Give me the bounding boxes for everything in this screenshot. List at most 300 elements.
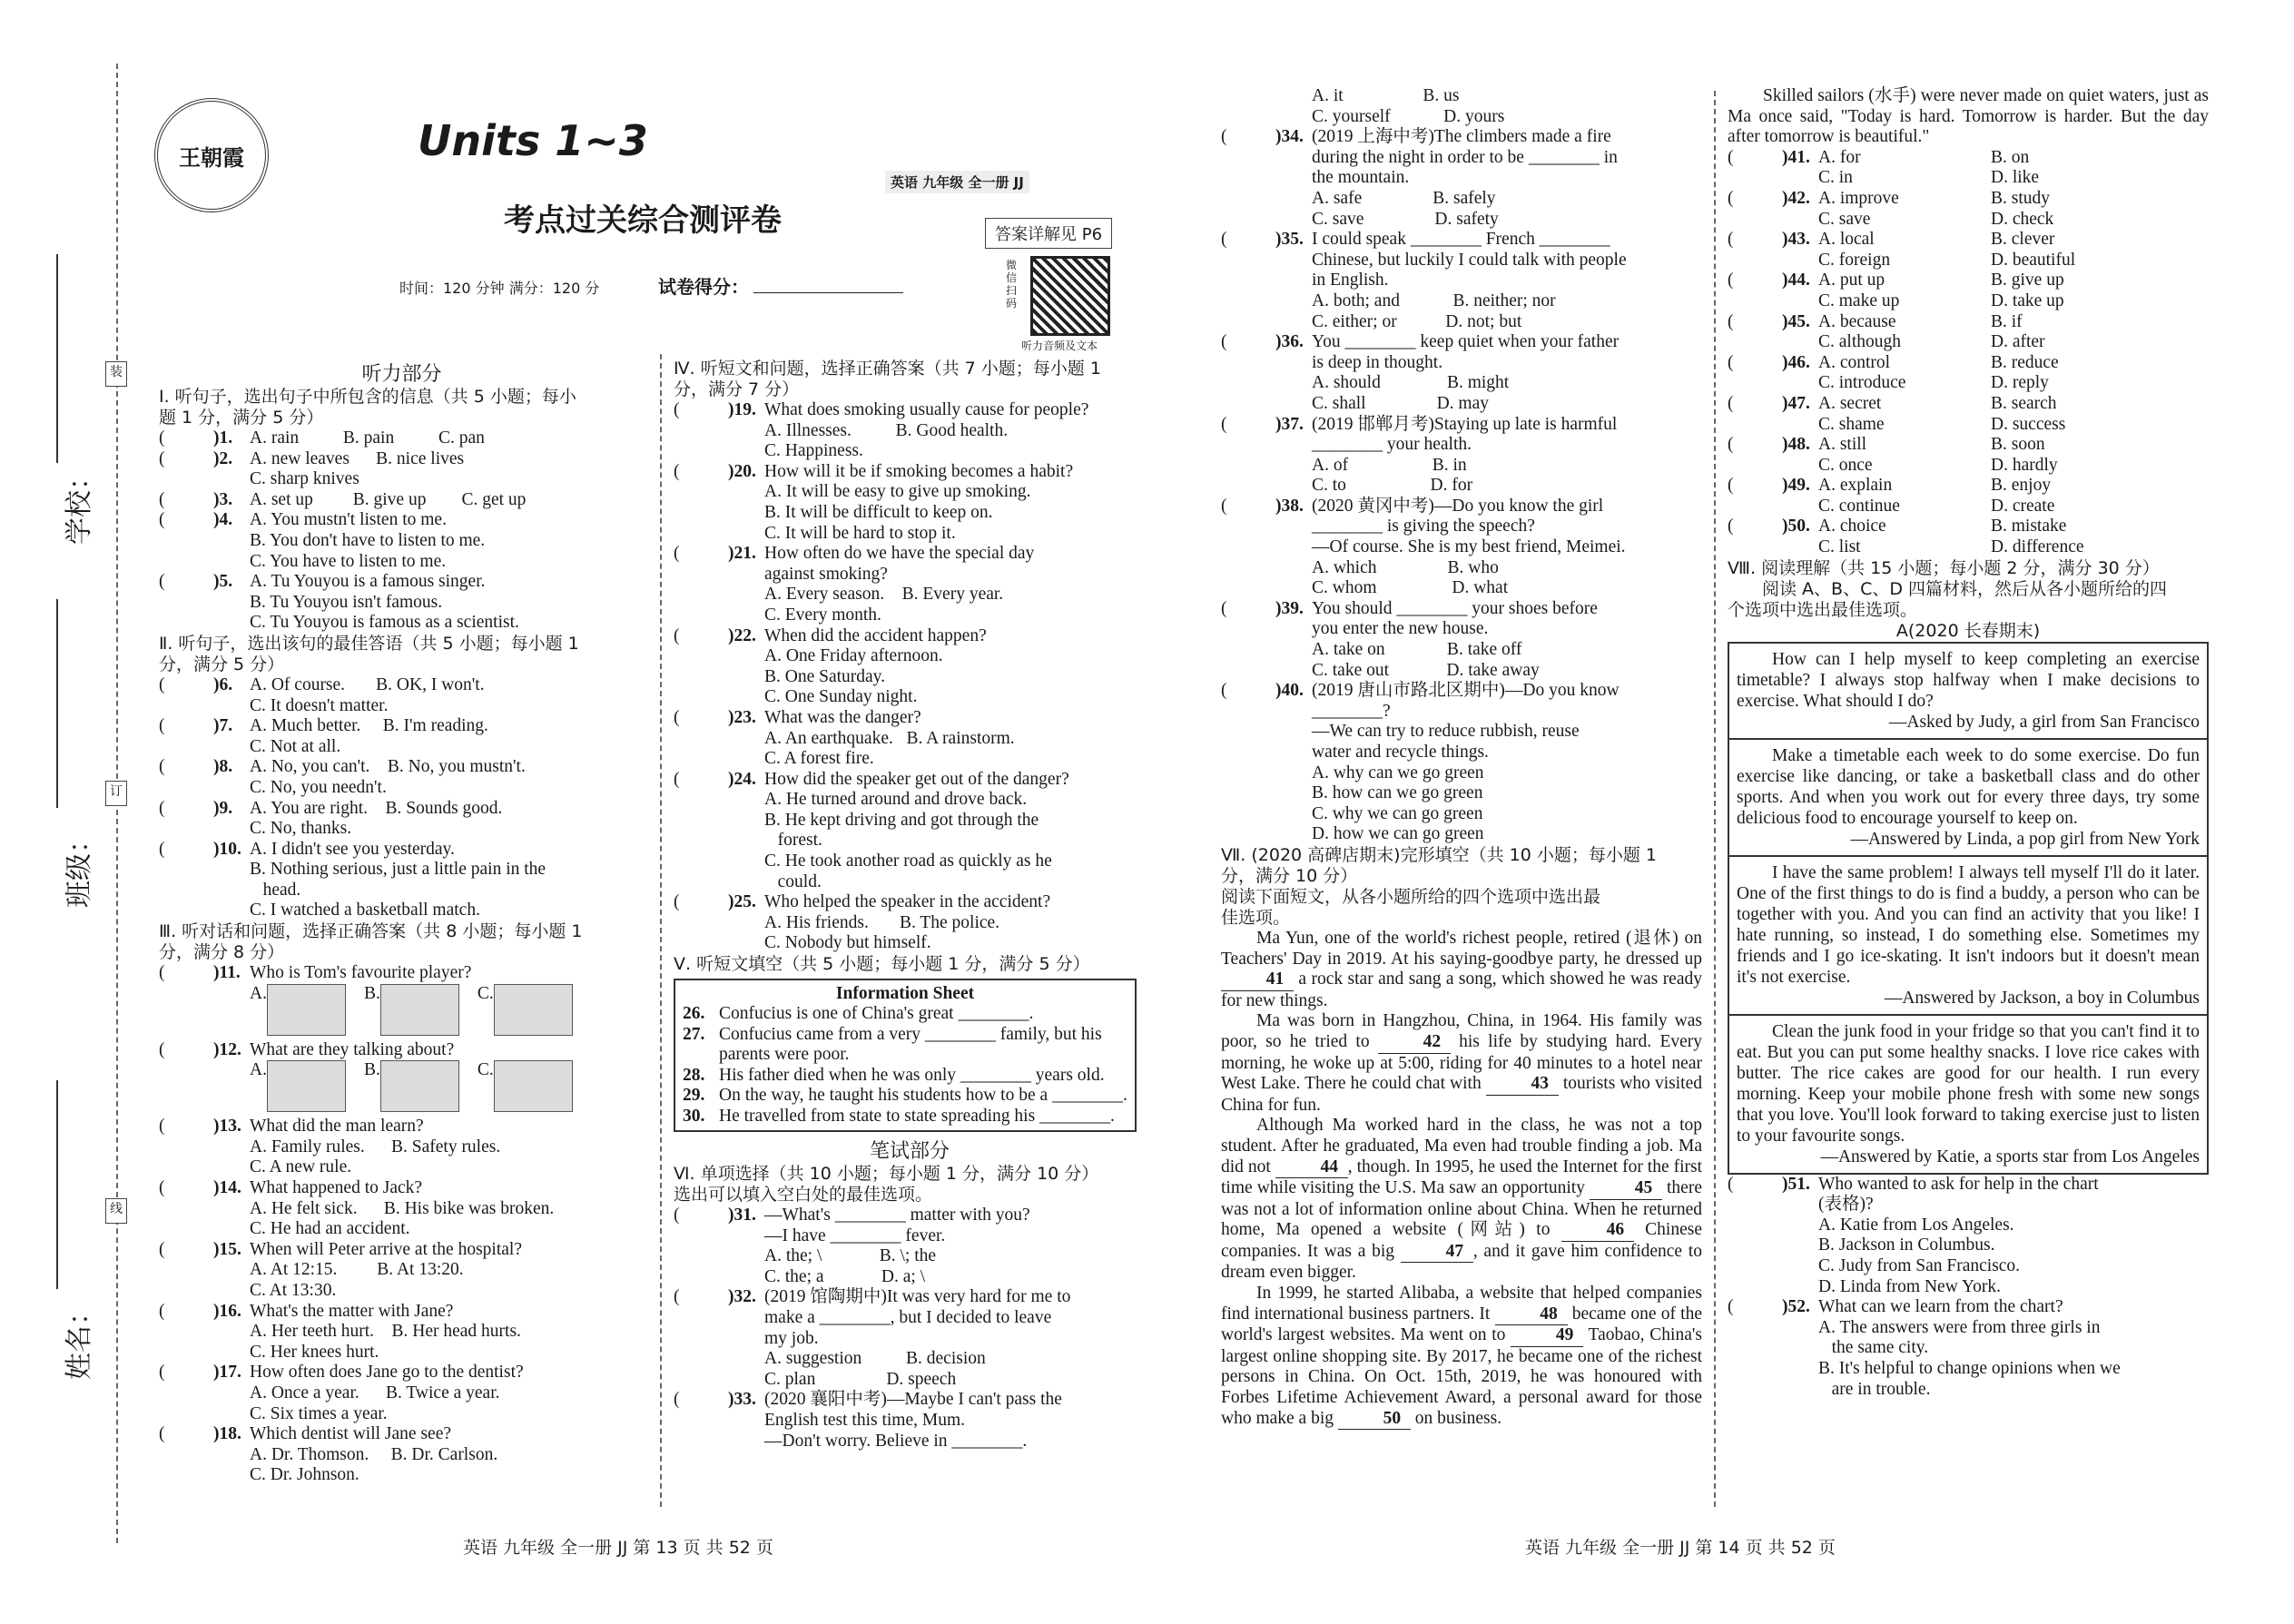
option-c: C. foreign — [1818, 250, 1891, 270]
answer-bracket[interactable]: ( — [1221, 496, 1227, 516]
option-label: B. — [363, 983, 380, 1003]
option-line: A. He turned around and drove back. — [764, 790, 1028, 810]
option-line: C. It doesn't matter. — [250, 695, 389, 715]
picture-icon — [380, 1060, 459, 1112]
question-number: )42. — [1782, 188, 1810, 208]
option-line: C. plan D. speech — [764, 1369, 957, 1389]
option-line: A. At 12:15. B. At 13:20. — [250, 1260, 464, 1280]
question-line — [159, 1302, 645, 1323]
option-d: D. reply — [1991, 373, 2049, 393]
option-line: C. You have to listen to me. — [250, 551, 447, 571]
answer-bracket[interactable]: ( — [1221, 598, 1227, 618]
question-text: What can we learn from the chart? — [1818, 1297, 2063, 1317]
chart-cell — [1729, 644, 2207, 740]
question-number: )16. — [213, 1301, 241, 1321]
option-line: —I have ________ fever. — [764, 1225, 946, 1245]
option-line: Chinese, but luckily I could talk with people — [1312, 250, 1627, 270]
passage-paragraph: Ma Yun, one of the world's richest people, retired (退休) on Teachers' Day in 2019. At his saying-goodbye party, he dressed up 41 a rock star and sang a song, which showed he was ready for new things. — [1221, 928, 1702, 1010]
information-row — [683, 1086, 1127, 1107]
question-text: Who wanted to ask for help in the chart — [1818, 1174, 2099, 1194]
question-number: )15. — [213, 1239, 241, 1259]
option-line: the same city. — [1818, 1338, 1929, 1358]
picture-icon — [494, 1060, 573, 1112]
section-instruction: Ⅰ. 听句子，选出句子中所包含的信息（共 5 小题；每小 — [159, 387, 576, 407]
answer-bracket[interactable]: ( — [159, 1239, 165, 1259]
section-instruction: Ⅴ. 听短文填空（共 5 小题；每小题 1 分，满分 5 分） — [674, 954, 1090, 975]
picture-option[interactable] — [364, 1060, 459, 1112]
option-line — [1728, 456, 2209, 477]
section-instruction: 分，满分 5 分） — [159, 654, 285, 674]
cloze-blank: 41 — [1221, 969, 1294, 991]
option-line: C. yourself D. yours — [1312, 106, 1505, 126]
option-label: C. — [477, 1060, 494, 1080]
question-line — [1728, 394, 2209, 415]
option-label: A. — [250, 983, 267, 1003]
answer-bracket[interactable]: ( — [159, 489, 165, 509]
question-line — [159, 449, 645, 470]
question-text: (2019 上海中考)The climbers made a fire — [1312, 127, 1611, 147]
question-line — [159, 510, 645, 531]
score-field[interactable] — [753, 292, 903, 293]
cloze-blank: 46 — [1561, 1220, 1634, 1242]
answer-ref: 答案详解见 P6 — [985, 218, 1112, 249]
passage-paragraph: Although Ma worked hard in the class, he was not a top student. After he graduated, Ma even had trouble finding a job. Ma did not 44 , though. In 1995, he used the Internet for the first time while visiting the U.S. Ma saw an opportunity 45 there was not a lot of information online about China. When he returned home, Ma opened a website (网站) to 46 Chinese companies. It was a big 47 , and it gave him confidence to dream even bigger. — [1221, 1116, 1702, 1283]
answer-bracket[interactable]: ( — [674, 461, 680, 481]
question-number: )49. — [1782, 476, 1810, 496]
question-line — [1728, 435, 2209, 456]
option-c: C. in — [1818, 168, 1853, 188]
answer-bracket[interactable]: ( — [159, 1363, 165, 1383]
answer-bracket[interactable]: ( — [674, 1206, 680, 1225]
question-text: (2019 唐山市路北区期中)—Do you know — [1312, 681, 1620, 701]
question-number: )12. — [213, 1039, 241, 1059]
option-b: B. soon — [1991, 435, 2045, 455]
option-line: C. Six times a year. — [250, 1403, 388, 1423]
option-b: B. give up — [1991, 271, 2064, 290]
option-d: D. hardly — [1991, 455, 2058, 475]
option-line: A. take on B. take off — [1312, 640, 1522, 660]
column-divider — [660, 354, 662, 1507]
question-text: (2019 馆陶期中)It was very hard for me to — [764, 1287, 1071, 1307]
question-text: What was the danger? — [764, 707, 921, 727]
question-text: What did the man learn? — [250, 1117, 424, 1137]
question-text: You ________ keep quiet when your father — [1312, 332, 1620, 352]
option-d: D. beautiful — [1991, 250, 2076, 270]
cloze-blank: 45 — [1590, 1178, 1662, 1200]
answer-bracket[interactable]: ( — [159, 428, 165, 448]
question-line — [159, 799, 645, 820]
option-line: B. Nothing serious, just a little pain in the — [250, 860, 546, 880]
question-number: )13. — [213, 1117, 241, 1137]
option-line: B. He kept driving and got through the — [764, 810, 1039, 830]
option-line: B. Jackson in Columbus. — [1818, 1235, 1995, 1255]
answer-bracket[interactable]: ( — [159, 510, 165, 530]
item-text: Confucius is one of China's great ________. — [719, 1004, 1034, 1024]
option-line — [1728, 537, 2209, 558]
item-number: 27. — [683, 1024, 705, 1044]
question-number: )9. — [213, 798, 233, 818]
option-line — [1728, 210, 2209, 231]
section-instruction: 阅读下面短文，从各小题所给的四个选项中选出最 — [1221, 886, 1601, 907]
question-line — [674, 1390, 1146, 1411]
question-number: )4. — [213, 510, 233, 530]
question-number: )32. — [728, 1287, 756, 1307]
question-line — [674, 892, 1146, 913]
question-number: )10. — [213, 839, 241, 859]
school-field[interactable] — [56, 254, 58, 463]
question-line — [159, 1040, 645, 1061]
picture-option[interactable] — [250, 1060, 346, 1112]
answer-bracket[interactable]: ( — [159, 798, 165, 818]
option-c: C. once — [1818, 455, 1873, 475]
question-line — [1728, 312, 2209, 333]
question-line — [159, 1240, 645, 1261]
option-line: A. Dr. Thomson. B. Dr. Carlson. — [250, 1444, 498, 1464]
question-text: When will Peter arrive at the hospital? — [250, 1239, 522, 1259]
answer-bracket[interactable]: ( — [1728, 230, 1734, 250]
option-c: C. save — [1818, 209, 1871, 229]
question-line — [159, 572, 645, 593]
question-text: I could speak ________ French ________ — [1312, 230, 1610, 250]
question-line — [674, 708, 1146, 729]
option-line: C. either; or D. not; but — [1312, 311, 1522, 331]
option-a: A. local — [1818, 230, 1875, 250]
option-line: the mountain. — [1312, 168, 1410, 188]
question-line — [1728, 1297, 2209, 1318]
option-line: C. No, you needn't. — [250, 777, 387, 797]
answer-bracket[interactable]: ( — [1728, 517, 1734, 536]
question-line — [674, 770, 1146, 791]
option-c: C. list — [1818, 537, 1861, 557]
answer-bracket[interactable]: ( — [159, 1424, 165, 1444]
option-line: are in trouble. — [1818, 1379, 1931, 1399]
option-line: C. I watched a basketball match. — [250, 901, 480, 920]
option-line: C. No, thanks. — [250, 819, 352, 839]
question-line — [1728, 517, 2209, 537]
question-line — [1221, 230, 1702, 251]
question-line — [1728, 271, 2209, 291]
option-line: C. A forest fire. — [764, 749, 874, 769]
option-c: C. make up — [1818, 290, 1900, 310]
option-a: A. because — [1818, 311, 1896, 331]
qr-code[interactable] — [1030, 256, 1110, 336]
option-line: English test this time, Mum. — [764, 1410, 966, 1430]
option-d: D. take up — [1991, 290, 2064, 310]
question-number: )21. — [728, 544, 756, 564]
chart-text: Clean the junk food in your fridge so that you can't find it to eat. But you can put some healthy snacks. I love rice cakes with butter. The rice cakes are good for our health. I run every morning. Keep your mobile phone fresh with some new songs that you love. You'll look forward to taking exercise just to listen to your favourite songs. — [1737, 1021, 2200, 1146]
answer-bracket[interactable]: ( — [159, 572, 165, 592]
answer-bracket[interactable]: ( — [674, 1287, 680, 1307]
name-field[interactable] — [56, 1080, 58, 1289]
answer-bracket[interactable]: ( — [159, 716, 165, 736]
question-number: )47. — [1782, 393, 1810, 413]
option-line: A. why can we go green — [1312, 763, 1484, 782]
option-line: D. Linda from New York. — [1818, 1276, 2001, 1296]
answer-bracket[interactable]: ( — [674, 1390, 680, 1410]
option-b: B. study — [1991, 188, 2051, 208]
question-text: A. new leaves B. nice lives — [250, 448, 465, 468]
section-instruction: Ⅶ. (2020 高碑店期末)完形填空（共 10 小题；每小题 1 — [1221, 844, 1657, 865]
answer-bracket[interactable]: ( — [159, 1117, 165, 1137]
option-c: C. introduce — [1818, 373, 1906, 393]
column-3 — [1221, 86, 1702, 1430]
picture-icon — [380, 984, 459, 1036]
question-number: )7. — [213, 716, 233, 736]
option-a: A. choice — [1818, 517, 1886, 536]
passage-paragraph: Ma was born in Hangzhou, China, in 1964. His family was poor, so he tried to 42 his life by studying hard. Every morning, he woke up at 5:00, riding for 40 minutes to a hotel near West Lake. There he could chat with 43 tourists who visited China for fun. — [1221, 1011, 1703, 1115]
section-instruction: 个选项中选出最佳选项。 — [1728, 599, 1918, 620]
item-text: Confucius came from a very ________ family, but his parents were poor. — [719, 1024, 1102, 1065]
answer-bracket[interactable]: ( — [159, 1301, 165, 1321]
question-text: A. Much better. B. I'm reading. — [250, 716, 488, 736]
information-sheet — [674, 979, 1137, 1132]
chart-table — [1728, 642, 2209, 1175]
cloze-blank: 50 — [1338, 1409, 1411, 1431]
question-text: What happened to Jack? — [250, 1178, 423, 1198]
question-text: You should ________ your shoes before — [1312, 598, 1598, 618]
question-line — [674, 400, 1146, 421]
question-line — [1728, 1175, 2209, 1196]
chart-cell — [1729, 857, 2207, 1016]
option-line: A. Once a year. B. Twice a year. — [250, 1383, 500, 1403]
option-line: A. Family rules. B. Safety rules. — [250, 1137, 501, 1156]
answer-bracket[interactable]: ( — [1221, 230, 1227, 250]
answer-bracket[interactable]: ( — [1728, 271, 1734, 290]
option-line: A. of B. in — [1312, 455, 1467, 475]
option-line — [1728, 497, 2209, 517]
option-line: A. Her teeth hurt. B. Her head hurts. — [250, 1322, 521, 1342]
option-line: ________? — [1312, 701, 1391, 721]
chart-signature: —Answered by Jackson, a boy in Columbus — [1884, 988, 2200, 1008]
question-number: )48. — [1782, 435, 1810, 455]
question-line — [674, 544, 1146, 565]
question-number: )44. — [1782, 271, 1810, 290]
question-number: )45. — [1782, 311, 1810, 331]
option-line: C. He took another road as quickly as he — [764, 851, 1052, 871]
book-meta: 英语 九年级 全一册 JJ — [885, 171, 1029, 193]
answer-bracket[interactable]: ( — [1221, 332, 1227, 352]
option-line: during the night in order to be ________ in — [1312, 147, 1618, 167]
option-line: make a ________, but I decided to leave — [764, 1308, 1052, 1327]
answer-bracket[interactable]: ( — [674, 544, 680, 564]
answer-bracket[interactable]: ( — [1728, 476, 1734, 496]
question-number: )51. — [1782, 1174, 1810, 1194]
cloze-blank: 42 — [1378, 1032, 1451, 1054]
answer-bracket[interactable]: ( — [674, 892, 680, 912]
option-line: A. which B. who — [1312, 557, 1499, 577]
option-b: B. if — [1991, 311, 2023, 331]
question-text: A. set up B. give up C. get up — [250, 489, 527, 509]
picture-option[interactable] — [364, 984, 459, 1036]
option-line: A. One Friday afternoon. — [764, 646, 943, 666]
answer-bracket[interactable]: ( — [674, 625, 680, 645]
answer-bracket[interactable]: ( — [1728, 1297, 1734, 1317]
question-text: Which dentist will Jane see? — [250, 1424, 452, 1444]
answer-bracket[interactable]: ( — [1221, 681, 1227, 701]
option-a: A. for — [1818, 147, 1861, 167]
question-text: What does smoking usually cause for people? — [764, 400, 1089, 419]
footer-right: 英语 九年级 全一册 JJ 第 14 页 共 52 页 — [1525, 1538, 1836, 1558]
page-subtitle: 考点过关综合测评卷 — [504, 202, 782, 239]
option-b: B. reduce — [1991, 352, 2059, 372]
answer-bracket[interactable]: ( — [159, 757, 165, 777]
chart-signature: —Asked by Judy, a girl from San Francisco — [1888, 712, 2200, 732]
answer-bracket[interactable]: ( — [674, 707, 680, 727]
option-d: D. like — [1991, 168, 2040, 188]
option-line: A. the; \ B. \; the — [764, 1246, 937, 1266]
option-b: B. search — [1991, 393, 2057, 413]
question-number: )24. — [728, 769, 756, 789]
cloze-blank: 47 — [1401, 1242, 1473, 1264]
question-number: )33. — [728, 1390, 756, 1410]
answer-bracket[interactable]: ( — [159, 963, 165, 983]
answer-bracket[interactable]: ( — [1728, 435, 1734, 455]
option-line: C. One Sunday night. — [764, 687, 918, 707]
picture-option[interactable] — [478, 1060, 573, 1112]
answer-bracket[interactable]: ( — [1728, 393, 1734, 413]
option-line: C. the; a D. a; \ — [764, 1266, 926, 1286]
class-field[interactable] — [56, 599, 58, 808]
option-line: C. Not at all. — [250, 736, 341, 756]
option-a: A. explain — [1818, 476, 1893, 496]
picture-icon — [267, 1060, 346, 1112]
question-number: )8. — [213, 757, 233, 777]
information-row — [683, 1066, 1127, 1087]
question-line — [159, 1424, 645, 1445]
answer-bracket[interactable]: ( — [674, 769, 680, 789]
question-number: )23. — [728, 707, 756, 727]
option-line: A. It will be easy to give up smoking. — [764, 482, 1031, 502]
option-line: D. how we can go green — [1312, 824, 1484, 844]
option-line: C. Tu Youyou is famous as a scientist. — [250, 613, 519, 633]
option-d: D. check — [1991, 209, 2054, 229]
option-line: C. Nobody but himself. — [764, 933, 931, 953]
class-label: 班级： — [64, 826, 95, 908]
option-c: C. continue — [1818, 496, 1900, 516]
option-line — [1728, 251, 2209, 271]
option-line: you enter the new house. — [1312, 619, 1489, 639]
question-number: )46. — [1782, 352, 1810, 372]
question-text: Who helped the speaker in the accident? — [764, 892, 1051, 912]
qr-caption: 听力音频及文本 — [1021, 340, 1098, 352]
answer-bracket[interactable]: ( — [1728, 352, 1734, 372]
section-instruction: 题 1 分，满分 5 分） — [159, 408, 324, 428]
cloze-blank: 44 — [1275, 1157, 1348, 1179]
option-line: A. Illnesses. B. Good health. — [764, 420, 1009, 440]
answer-bracket[interactable]: ( — [159, 839, 165, 859]
answer-bracket[interactable]: ( — [1221, 127, 1227, 147]
item-text: He travelled from state to state spreading his ________. — [719, 1106, 1115, 1126]
question-line — [159, 675, 645, 696]
option-line: C. Her knees hurt. — [250, 1342, 379, 1362]
picture-option[interactable] — [478, 984, 573, 1036]
answer-bracket[interactable]: ( — [1728, 311, 1734, 331]
answer-bracket[interactable]: ( — [1728, 1174, 1734, 1194]
option-label: A. — [250, 1060, 267, 1080]
question-line — [1728, 353, 2209, 374]
answer-bracket[interactable]: ( — [159, 674, 165, 694]
option-c: C. although — [1818, 332, 1901, 352]
question-line — [159, 1117, 645, 1137]
picture-icon — [267, 984, 346, 1036]
question-text: What's the matter with Jane? — [250, 1301, 454, 1321]
column-divider — [1714, 91, 1716, 1507]
option-line: in English. — [1312, 271, 1389, 290]
option-line: A. safe B. safely — [1312, 188, 1496, 208]
section-instruction: Ⅳ. 听短文和问题，选择正确答案（共 7 小题；每小题 1 — [674, 359, 1101, 379]
option-line: C. A new rule. — [250, 1157, 352, 1177]
answer-bracket[interactable]: ( — [1221, 414, 1227, 434]
option-line: B. how can we go green — [1312, 783, 1483, 803]
section-instruction: 分，满分 10 分） — [1221, 865, 1358, 886]
question-text: How often do we have the special day — [764, 544, 1035, 564]
section-instruction: 分，满分 7 分） — [674, 379, 800, 399]
qr-side-text: 微信扫码 — [1006, 259, 1018, 310]
option-line: B. One Saturday. — [764, 666, 886, 686]
option-line: water and recycle things. — [1312, 743, 1489, 762]
question-line — [1221, 497, 1702, 517]
option-d: D. create — [1991, 496, 2055, 516]
question-text: How often does Jane go to the dentist? — [250, 1363, 524, 1383]
cloze-blank: 49 — [1511, 1325, 1583, 1347]
question-line — [674, 462, 1146, 483]
question-number: )39. — [1275, 598, 1304, 618]
question-number: )5. — [213, 572, 233, 592]
time-score: 时间：120 分钟 满分：120 分 — [399, 280, 600, 297]
option-label: B. — [363, 1060, 380, 1080]
logo: 王朝霞 — [154, 98, 269, 212]
option-a: A. put up — [1818, 271, 1885, 290]
section-heading: 笔试部分 — [869, 1140, 950, 1164]
question-line — [159, 1178, 645, 1199]
item-number: 29. — [683, 1086, 705, 1106]
option-line: C. Dr. Johnson. — [250, 1465, 359, 1485]
section-instruction: Ⅲ. 听对话和问题，选择正确答案（共 8 小题；每小题 1 — [159, 921, 583, 942]
question-text: How will it be if smoking becomes a habit? — [764, 461, 1074, 481]
picture-icon — [494, 984, 573, 1036]
question-number: )1. — [213, 428, 233, 448]
question-line — [1728, 230, 2209, 251]
question-text: A. No, you can't. B. No, you mustn't. — [250, 757, 526, 777]
section-instruction: Ⅱ. 听句子，选出该句的最佳答语（共 5 小题；每小题 1 — [159, 633, 579, 654]
answer-bracket[interactable]: ( — [159, 1039, 165, 1059]
picture-option[interactable] — [250, 984, 346, 1036]
answer-bracket[interactable]: ( — [674, 400, 680, 419]
option-line: my job. — [764, 1328, 819, 1348]
question-line — [159, 716, 645, 737]
answer-bracket[interactable]: ( — [159, 448, 165, 468]
question-line — [159, 428, 645, 449]
question-line — [1728, 189, 2209, 210]
answer-bracket[interactable]: ( — [1728, 147, 1734, 167]
option-line: A. should B. might — [1312, 373, 1510, 393]
option-line: B. Tu Youyou isn't famous. — [250, 592, 443, 612]
section-instruction: Ⅵ. 单项选择（共 10 小题；每小题 1 分，满分 10 分） — [674, 1164, 1099, 1185]
option-line: —Don't worry. Believe in ________. — [764, 1431, 1028, 1451]
question-text: A. I didn't see you yesterday. — [250, 839, 455, 859]
information-row — [683, 1107, 1127, 1127]
answer-bracket[interactable]: ( — [1728, 188, 1734, 208]
school-label: 学校： — [64, 463, 95, 545]
binding-mark: 订 — [105, 781, 127, 806]
chart-cell — [1729, 1016, 2207, 1173]
option-line: (表格)? — [1818, 1195, 1874, 1215]
passage-paragraph: In 1999, he started Alibaba, a website that helped companies find international business partners. It 48 became one of the world's largest websites. Ma went on to 49 Taobao, China's largest online shopping site. By 2017, he became one of the richest persons in China. On Oct. 15th, 2019, he was honoured with Forbes Lifetime Achievement Award, a personal award for those who make a big 50 on business. — [1221, 1284, 1702, 1430]
answer-bracket[interactable]: ( — [159, 1178, 165, 1198]
binding-mark: 线 — [105, 1198, 127, 1224]
option-label: C. — [477, 983, 494, 1003]
question-line — [674, 1287, 1146, 1308]
